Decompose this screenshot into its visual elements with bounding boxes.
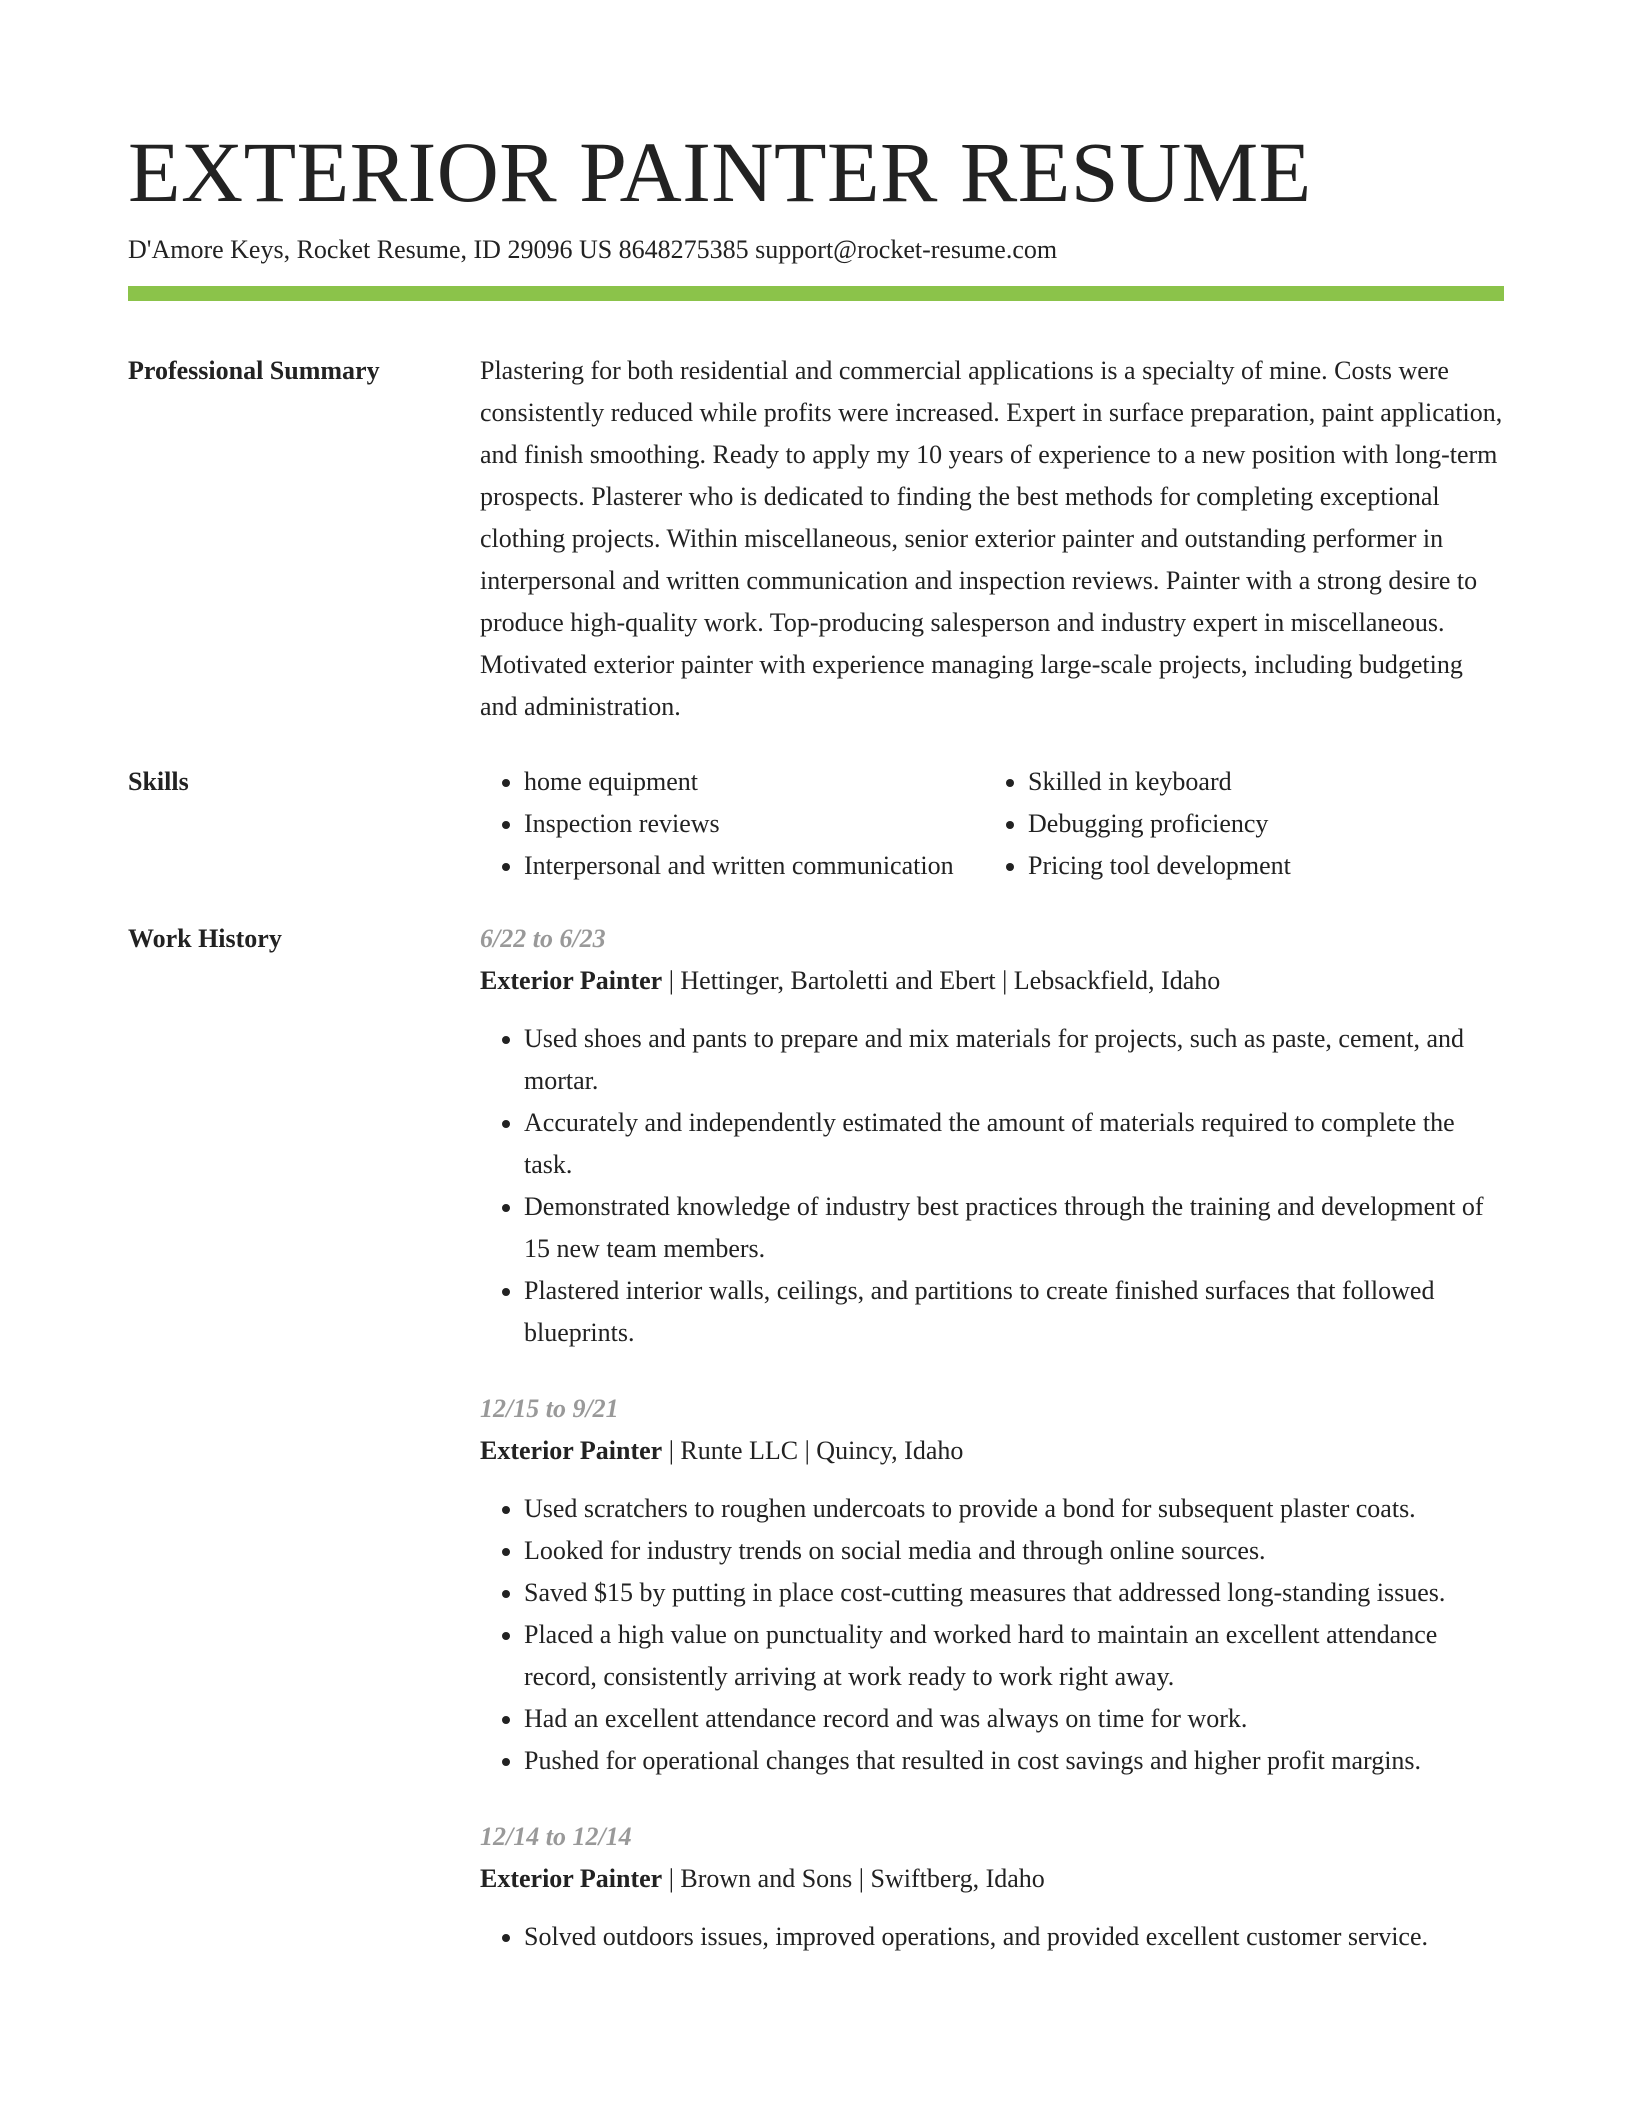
job-bullet: • Accurately and independently estimated the amount of materials required to complete the task.: [524, 1102, 1504, 1186]
job-bullet: • Had an excellent attendance record and was always on time for work.: [524, 1698, 1504, 1740]
summary-body: [480, 350, 1504, 728]
job-entry: [480, 1816, 1504, 1958]
job-bullet: • Saved $15 by putting in place cost-cutting measures that addressed long-standing issues.: [524, 1572, 1504, 1614]
job-bullets: [480, 1018, 1504, 1354]
job-heading: [480, 1858, 1504, 1900]
job-title: Exterior Painter: [480, 966, 663, 995]
job-bullet: • Looked for industry trends on social media and through online sources.: [524, 1530, 1504, 1572]
skills-body: [480, 761, 1504, 887]
job-title: Exterior Painter: [480, 1436, 663, 1465]
job-bullet: • Used scratchers to roughen undercoats to provide a bond for subsequent plaster coats.: [524, 1488, 1504, 1530]
job-details: | Runte LLC | Quincy, Idaho: [662, 1436, 964, 1465]
resume-title: EXTERIOR PAINTER RESUME: [128, 124, 1312, 220]
job-dates: 12/14 to 12/14: [480, 1822, 632, 1851]
summary-label: Professional Summary: [128, 356, 380, 385]
job-bullet: • Used shoes and pants to prepare and mix materials for projects, such as paste, cement, and mortar.: [524, 1018, 1504, 1102]
skills-grid: [480, 761, 1504, 887]
job-title: Exterior Painter: [480, 1864, 663, 1893]
job-bullet: • Plastered interior walls, ceilings, and partitions to create finished surfaces that followed blueprints.: [524, 1270, 1504, 1354]
work-body: [480, 918, 1504, 1992]
skills-label: Skills: [128, 767, 189, 796]
job-dates: 12/15 to 9/21: [480, 1394, 619, 1423]
job-bullets: [480, 1916, 1504, 1958]
skill-item: • Skilled in keyboard: [1028, 761, 1488, 803]
job-bullets: [480, 1488, 1504, 1782]
job-bullet: • Solved outdoors issues, improved operations, and provided excellent customer service.: [524, 1916, 1504, 1958]
contact-line: D'Amore Keys, Rocket Resume, ID 29096 US 8648275385 support@rocket-resume.com: [128, 235, 1058, 264]
accent-divider: [128, 286, 1504, 301]
skill-item: • Pricing tool development: [1028, 845, 1488, 887]
skill-item: • Inspection reviews: [524, 803, 984, 845]
work-label: Work History: [128, 924, 282, 953]
job-bullet: • Pushed for operational changes that resulted in cost savings and higher profit margins.: [524, 1740, 1504, 1782]
job-bullet: • Placed a high value on punctuality and worked hard to maintain an excellent attendance record, consistently arriving at work ready to work right away.: [524, 1614, 1504, 1698]
job-bullet: • Demonstrated knowledge of industry best practices through the training and development of 15 new team members.: [524, 1186, 1504, 1270]
job-entry: [480, 1388, 1504, 1782]
skill-item: • Interpersonal and written communication: [524, 845, 984, 887]
skill-item: • home equipment: [524, 761, 984, 803]
skills-column-left: [480, 761, 984, 887]
job-entry: [480, 918, 1504, 1354]
summary-text: Plastering for both residential and commercial applications is a specialty of mine. Costs were consistently reduced while profits were increased. Expert in surface preparation, paint application, and finish smoothing. Ready to apply my 10 years of experience to a new position with long-term prospects. Plasterer who is dedicated to finding the best methods for completing exceptional clothing projects. Within miscellaneous, senior exterior painter and outstanding performer in interpersonal and written communication and inspection reviews. Painter with a strong desire to produce high-quality work. Top-producing salesperson and industry expert in miscellaneous. Motivated exterior painter with experience managing large-scale projects, including budgeting and administration.: [480, 356, 1503, 721]
skills-column-right: [984, 761, 1488, 887]
job-heading: [480, 960, 1504, 1002]
skill-item: • Debugging proficiency: [1028, 803, 1488, 845]
job-details: | Hettinger, Bartoletti and Ebert | Lebsackfield, Idaho: [662, 966, 1221, 995]
job-dates: 6/22 to 6/23: [480, 924, 606, 953]
job-details: | Brown and Sons | Swiftberg, Idaho: [662, 1864, 1045, 1893]
job-heading: [480, 1430, 1504, 1472]
